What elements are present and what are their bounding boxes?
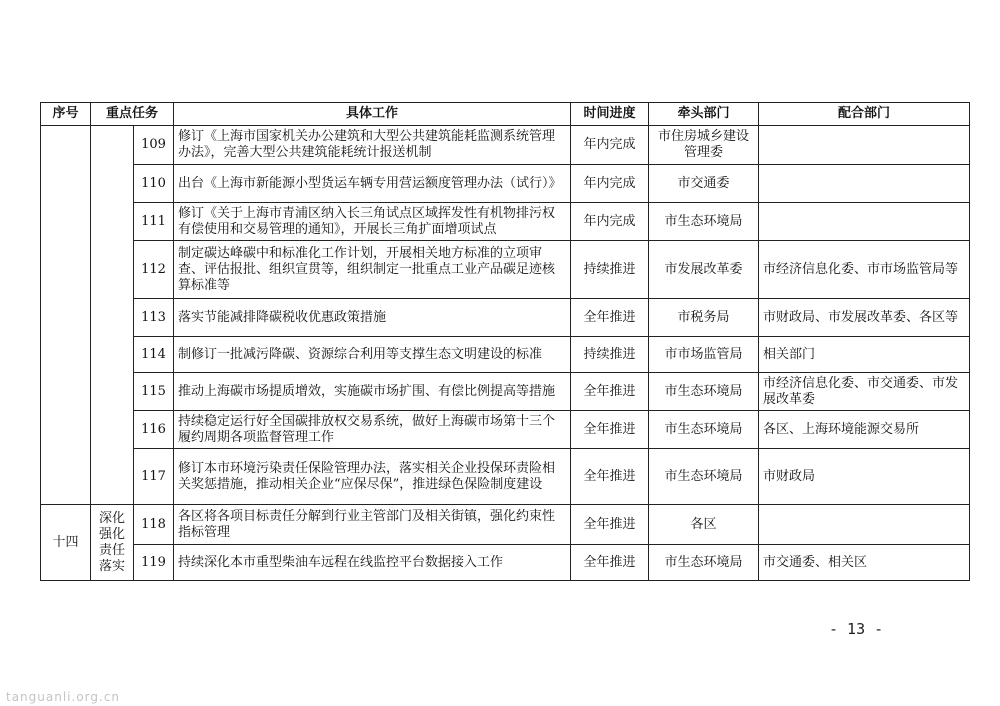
lead-cell: 市税务局 (649, 299, 759, 337)
header-lead: 牵头部门 (649, 103, 759, 126)
coop-cell (759, 203, 970, 241)
group-seq-cell: 十四 (41, 505, 91, 581)
schedule-cell: 年内完成 (571, 165, 649, 203)
schedule-cell: 全年推进 (571, 373, 649, 411)
table-row (41, 126, 970, 165)
schedule-cell: 全年推进 (571, 505, 649, 545)
table-row (41, 545, 970, 581)
table-row (41, 165, 970, 203)
site-watermark: tanguanli.org.cn (6, 690, 121, 704)
lead-cell: 市交通委 (649, 165, 759, 203)
row-number: 118 (134, 505, 174, 545)
group-task-line: 强化 (98, 526, 125, 542)
work-cell: 各区将各项目标责任分解到行业主管部门及相关街镇，强化约束性指标管理 (174, 505, 571, 545)
schedule-cell: 持续推进 (571, 337, 649, 373)
table-row (41, 337, 970, 373)
lead-cell: 市生态环境局 (649, 373, 759, 411)
row-number: 111 (134, 203, 174, 241)
table-row (41, 241, 970, 299)
schedule-cell: 年内完成 (571, 126, 649, 165)
header-coop: 配合部门 (759, 103, 970, 126)
coop-cell: 各区、上海环境能源交易所 (759, 411, 970, 449)
schedule-cell: 全年推进 (571, 449, 649, 505)
lead-cell: 市住房城乡建设管理委 (649, 126, 759, 165)
table-row (41, 203, 970, 241)
work-cell: 修订《上海市国家机关办公建筑和大型公共建筑能耗监测系统管理办法》，完善大型公共建筑能耗统计报送机制 (174, 126, 571, 165)
row-number: 110 (134, 165, 174, 203)
schedule-cell: 持续推进 (571, 241, 649, 299)
table-row (41, 449, 970, 505)
table-row (41, 505, 970, 545)
row-number: 109 (134, 126, 174, 165)
row-number: 117 (134, 449, 174, 505)
schedule-cell: 全年推进 (571, 545, 649, 581)
lead-cell: 市发展改革委 (649, 241, 759, 299)
task-cell-empty (91, 126, 134, 505)
row-number: 113 (134, 299, 174, 337)
coop-cell (759, 505, 970, 545)
lead-cell: 市生态环境局 (649, 411, 759, 449)
table-header-row (41, 103, 970, 126)
work-cell: 修订《关于上海市青浦区纳入长三角试点区域挥发性有机物排污权有偿使用和交易管理的通知》，开展长三角扩面增项试点 (174, 203, 571, 241)
group-task-cell (91, 505, 134, 581)
row-number: 115 (134, 373, 174, 411)
lead-cell: 各区 (649, 505, 759, 545)
work-cell: 出台《上海市新能源小型货运车辆专用营运额度管理办法（试行）》 (174, 165, 571, 203)
lead-cell: 市市场监管局 (649, 337, 759, 373)
work-cell: 持续稳定运行好全国碳排放权交易系统，做好上海碳市场第十三个履约周期各项监督管理工作 (174, 411, 571, 449)
work-cell: 持续深化本市重型柴油车远程在线监控平台数据接入工作 (174, 545, 571, 581)
table-row (41, 411, 970, 449)
row-number: 112 (134, 241, 174, 299)
header-task: 重点任务 (91, 103, 174, 126)
coop-cell: 市财政局、市发展改革委、各区等 (759, 299, 970, 337)
coop-cell: 相关部门 (759, 337, 970, 373)
row-number: 114 (134, 337, 174, 373)
schedule-cell: 年内完成 (571, 203, 649, 241)
lead-cell: 市生态环境局 (649, 449, 759, 505)
header-schedule: 时间进度 (571, 103, 649, 126)
work-cell: 落实节能减排降碳税收优惠政策措施 (174, 299, 571, 337)
row-number: 119 (134, 545, 174, 581)
coop-cell (759, 126, 970, 165)
coop-cell (759, 165, 970, 203)
coop-cell: 市交通委、相关区 (759, 545, 970, 581)
schedule-cell: 全年推进 (571, 299, 649, 337)
work-cell: 推动上海碳市场提质增效，实施碳市场扩围、有偿比例提高等措施 (174, 373, 571, 411)
work-plan-table (40, 102, 970, 581)
page-number: - 13 - (829, 620, 884, 638)
group-task-line: 深化 (98, 510, 125, 526)
header-seq: 序号 (41, 103, 91, 126)
group-task-line: 落实 (98, 558, 125, 574)
work-cell: 修订本市环境污染责任保险管理办法，落实相关企业投保环责险相关奖惩措施，推动相关企业“应保尽保”，推进绿色保险制度建设 (174, 449, 571, 505)
work-cell: 制定碳达峰碳中和标准化工作计划，开展相关地方标准的立项审查、评估报批、组织宣贯等，组织制定一批重点工业产品碳足迹核算标准等 (174, 241, 571, 299)
seq-cell-empty (41, 126, 91, 505)
table-row (41, 299, 970, 337)
lead-cell: 市生态环境局 (649, 545, 759, 581)
coop-cell: 市经济信息化委、市市场监管局等 (759, 241, 970, 299)
group-task-line: 责任 (98, 542, 125, 558)
coop-cell: 市经济信息化委、市交通委、市发展改革委 (759, 373, 970, 411)
coop-cell: 市财政局 (759, 449, 970, 505)
table-row (41, 373, 970, 411)
lead-cell: 市生态环境局 (649, 203, 759, 241)
row-number: 116 (134, 411, 174, 449)
schedule-cell: 全年推进 (571, 411, 649, 449)
work-cell: 制修订一批减污降碳、资源综合利用等支撑生态文明建设的标准 (174, 337, 571, 373)
header-work: 具体工作 (174, 103, 571, 126)
